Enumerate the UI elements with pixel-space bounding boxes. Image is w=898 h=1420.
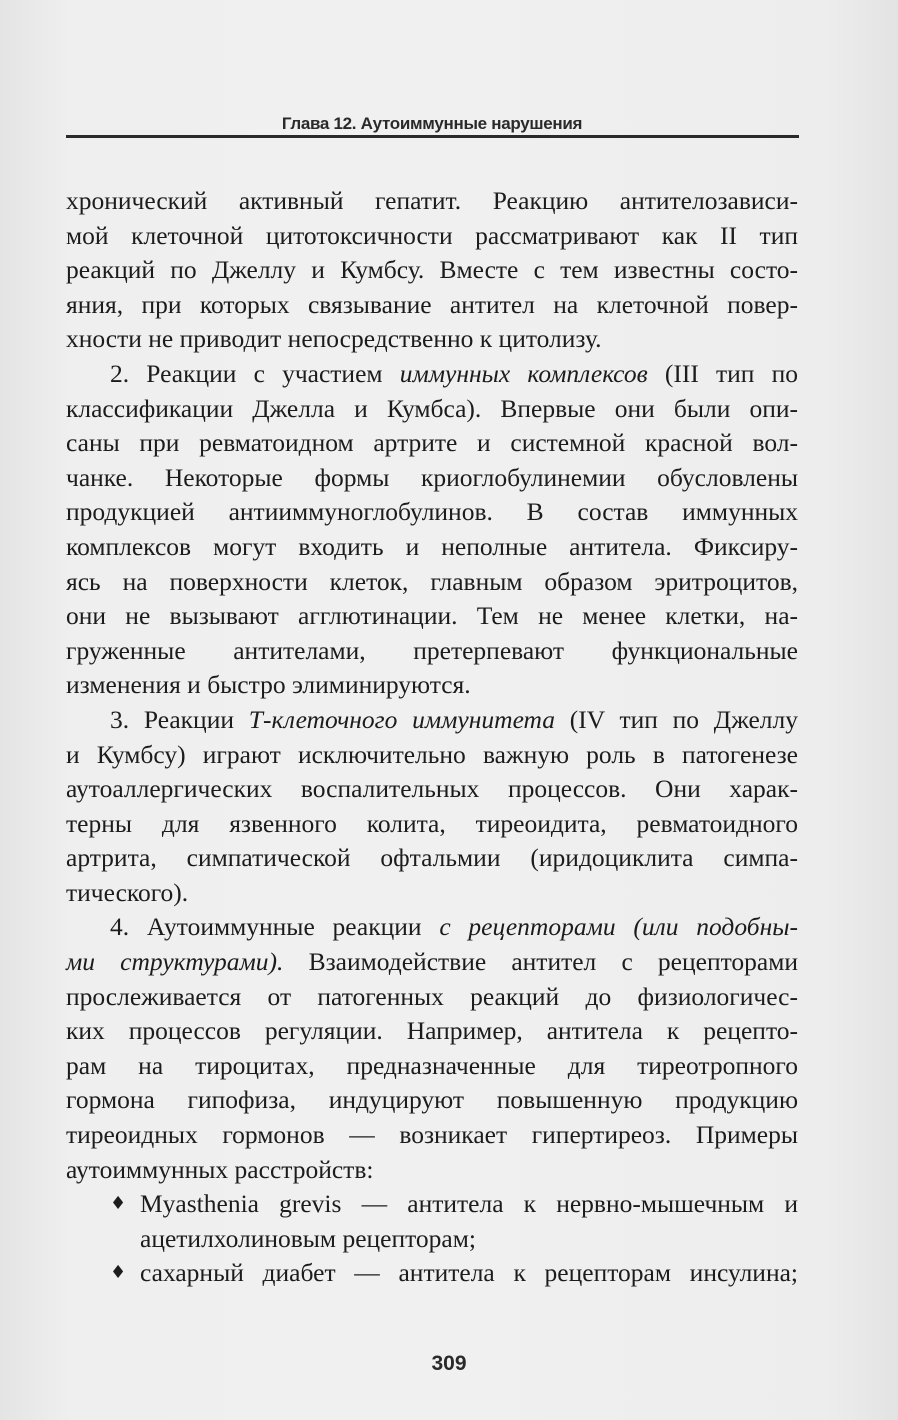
main-text xyxy=(66,184,798,1291)
text-line: тического). xyxy=(66,877,189,907)
text-run: 3. Реакции xyxy=(110,704,249,734)
bullet-text: Myasthenia grevis — антитела к нервно-мышечным и xyxy=(140,1189,798,1219)
page-number: 309 xyxy=(431,1352,467,1375)
text-line: яния, при которых связывание антител на клеточной повер- xyxy=(66,289,798,319)
text-line: изменения и быстро элиминируются. xyxy=(66,670,471,700)
text-line: чанке. Некоторые формы криоглобулинемии обусловлены xyxy=(66,462,798,492)
paragraph-4-first-line xyxy=(66,910,798,945)
paragraph-4-second-line xyxy=(66,945,798,980)
text-line: хронический активный гепатит. Реакцию антителозависи- xyxy=(66,186,798,215)
text-line: мой клеточной цитотоксичности рассматривают как II тип xyxy=(66,220,798,250)
text-run: 4. Аутоиммунные реакции xyxy=(110,912,440,942)
text-line: терны для язвенного колита, тиреоидита, ревматоидного xyxy=(66,808,798,838)
italic-term: с рецепторами (или подобны- xyxy=(439,912,798,942)
text-line: артрита, симпатической офтальмии (иридоциклита симпа- xyxy=(66,843,798,873)
header-rule xyxy=(66,135,799,138)
bullet-item xyxy=(66,1256,798,1291)
text-line: реакций по Джеллу и Кумбсу. Вместе с тем известны состо- xyxy=(66,255,798,285)
bullet-item-continuation: ацетилхолиновым рецепторам; xyxy=(140,1223,476,1253)
text-line: саны при ревматоидном артрите и системной красной вол- xyxy=(66,428,798,458)
text-run: 2. Реакции с участием xyxy=(110,358,400,388)
bullet-item xyxy=(66,1187,798,1222)
bullet-text: сахарный диабет — антитела к рецепторам инсулина; xyxy=(140,1258,798,1288)
text-line: аутоиммунных расстройств: xyxy=(66,1154,374,1184)
text-line: ясь на поверхности клеток, главным образом эритроцитов, xyxy=(66,566,798,596)
text-line: тиреоидных гормонов — возникает гипертиреоз. Примеры xyxy=(66,1120,798,1150)
text-line: они не вызывают агглютинации. Тем не менее клетки, на- xyxy=(66,601,798,631)
italic-term: ми структурами). xyxy=(66,947,284,977)
text-line: и Кумбсу) играют исключительно важную роль в патогенезе xyxy=(66,739,798,769)
diamond-bullet-icon: ♦ xyxy=(110,1262,127,1284)
text-run: Взаимодействие антител с рецепторами xyxy=(283,947,799,977)
text-line: аутоаллергических воспалительных процессов. Они харак- xyxy=(66,774,798,804)
text-run: (III тип по xyxy=(647,358,798,388)
text-line: гормона гипофиза, индуцируют повышенную продукцию xyxy=(66,1085,798,1115)
running-head: Глава 12. Аутоиммунные нарушения xyxy=(281,114,583,133)
italic-term: иммунных комплексов xyxy=(399,358,648,388)
text-line: рам на тироцитах, предназначенные для тиреотропного xyxy=(66,1050,798,1080)
text-line: груженные антителами, претерпевают функциональные xyxy=(66,635,798,665)
italic-term: Т-клеточного иммунитета xyxy=(248,704,556,734)
diamond-bullet-icon: ♦ xyxy=(110,1193,127,1215)
text-line: прослеживается от патогенных реакций до физиологичес- xyxy=(66,981,798,1011)
text-line: хности не приводит непосредственно к цитолизу. xyxy=(66,324,602,354)
paragraph-2-first-line xyxy=(66,357,798,392)
text-run: (IV тип по Джеллу xyxy=(555,704,799,734)
text-line: продукцией антииммуноглобулинов. В состав иммунных xyxy=(66,497,798,527)
text-line: классификации Джелла и Кумбса). Впервые они были опи- xyxy=(66,393,798,423)
text-line: ких процессов регуляции. Например, антитела к рецепто- xyxy=(66,1016,798,1046)
text-line: комплексов могут входить и неполные антитела. Фиксиру- xyxy=(66,531,798,561)
paragraph-3-first-line xyxy=(66,703,798,738)
